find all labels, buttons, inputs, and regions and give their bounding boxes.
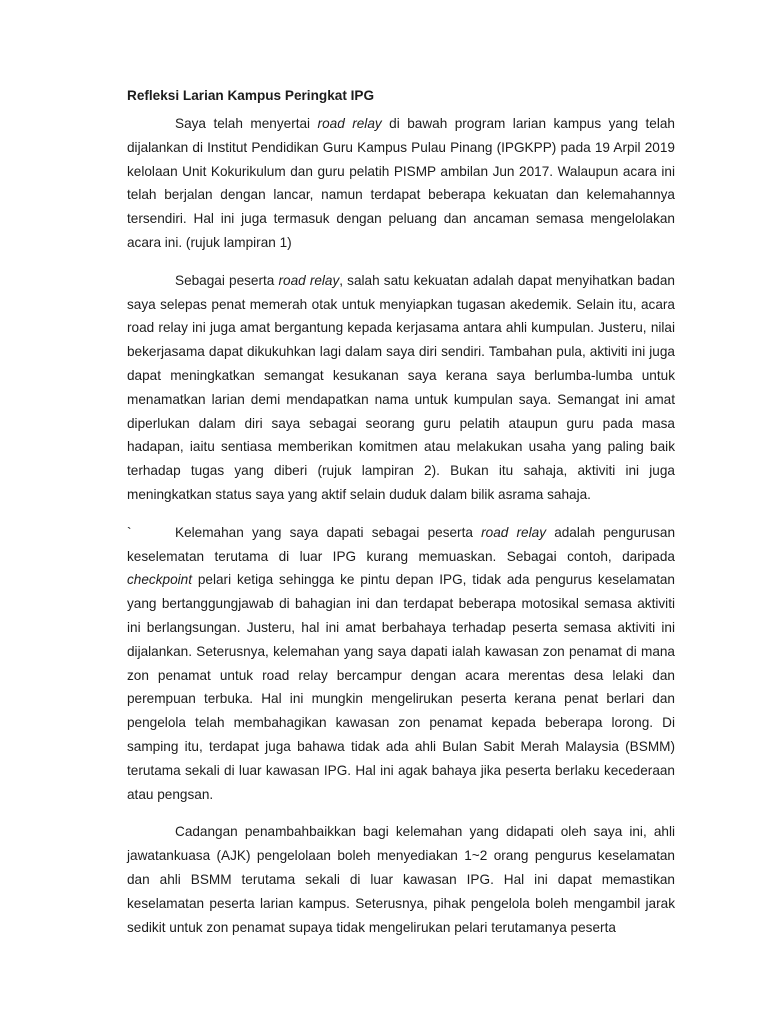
paragraph-introduction <box>127 112 675 255</box>
document-title: Refleksi Larian Kampus Peringkat IPG <box>127 88 375 103</box>
paragraph-text: , salah satu kekuatan adalah dapat menyihatkan badan saya selepas penat memerah otak untuk menyiapkan tugasan akedemik. Selain itu, acara road relay ini juga amat bergantung kepada kerjasama antara ahli kumpulan. Justeru, nilai bekerjasama dapat dikukuhkan lagi dalam saya diri sendiri. Tambahan pula, aktiviti ini juga dapat meningkatkan semangat kesukanan saya kerana saya berlumba-lumba untuk menamatkan larian demi mendapatkan nama untuk kumpulan saya. Semangat ini amat diperlukan dalam diri saya sebagai seorang guru pelatih ataupun guru pada masa hadapan, iaitu sentiasa memberikan komitmen atau melakukan usaha yang paling baik terhadap tugas yang diberi (rujuk lampiran 2). Bukan itu sahaja, aktiviti ini juga meningkatkan status saya yang aktif selain duduk dalam bilik asrama sahaja. <box>127 272 675 502</box>
paragraph-text: pelari ketiga sehingga ke pintu depan IPG, tidak ada pengurus keselamatan yang bertanggungjawab di bahagian ini dan terdapat beberapa motosikal semasa aktiviti ini berlangsungan. Justeru, hal ini amat berbahaya terhadap peserta semasa aktiviti ini dijalankan. Seterusnya, kelemahan yang saya dapati ialah kawasan zon penamat di mana zon penamat untuk road relay bercampur dengan acara merentas desa lelaki dan perempuan terbuka. Hal ini mungkin mengelirukan peserta kerana penat berlari dan pengelola telah membahagikan kawasan zon penamat kepada beberapa lorong. Di samping itu, terdapat juga bahawa tidak ada ahli Bulan Sabit Merah Malaysia (BSMM) terutama sekali di luar kawasan IPG. Hal ini agak bahaya jika peserta berlaku kecederaan atau pengsan. <box>127 572 675 802</box>
paragraph-text: Sebagai peserta <box>175 272 279 288</box>
paragraph-text: di bawah program larian kampus yang telah dijalankan di Institut Pendidikan Guru Kampus Pulau Pinang (IPGKPP) pada 19 Arpil 2019 kelolaan Unit Kokurikulum dan guru pelatih PISMP ambilan Jun 2017. Walaupun acara ini telah berjalan dengan lancar, namun terdapat beberapa kekuatan dan kelemahannya tersendiri. Hal ini juga termasuk dengan peluang dan ancaman semasa mengelolakan acara ini. (rujuk lampiran 1) <box>127 116 675 250</box>
paragraph-strengths <box>127 269 675 507</box>
paragraph-text: adalah pengurusan keselematan terutama di luar IPG kurang memuaskan. Sebagai contoh, daripada <box>127 524 676 564</box>
italic-term: road relay <box>317 116 382 131</box>
paragraph-suggestions <box>127 820 675 939</box>
document-page <box>127 86 675 953</box>
italic-term: road relay <box>481 524 546 540</box>
paragraph-text: Saya telah menyertai <box>175 116 318 131</box>
paragraph-text: Kelemahan yang saya dapati sebagai peserta <box>175 524 482 540</box>
paragraph-weaknesses <box>127 521 675 807</box>
italic-term: checkpoint <box>127 572 192 588</box>
italic-term: road relay <box>278 272 340 288</box>
stray-backtick-mark: ` <box>127 524 132 540</box>
paragraph-text: Cadangan penambahbaikkan bagi kelemahan yang didapati oleh saya ini, ahli jawatankuasa (AJK) pengelolaan boleh menyediakan 1~2 orang pengurus keselamatan dan ahli BSMM terutama sekali di luar kawasan IPG. Hal ini dapat memastikan keselamatan peserta larian kampus. Seterusnya, pihak pengelola boleh mengambil jarak sedikit untuk zon penamat supaya tidak mengelirukan pelari terutamanya peserta <box>127 824 675 935</box>
